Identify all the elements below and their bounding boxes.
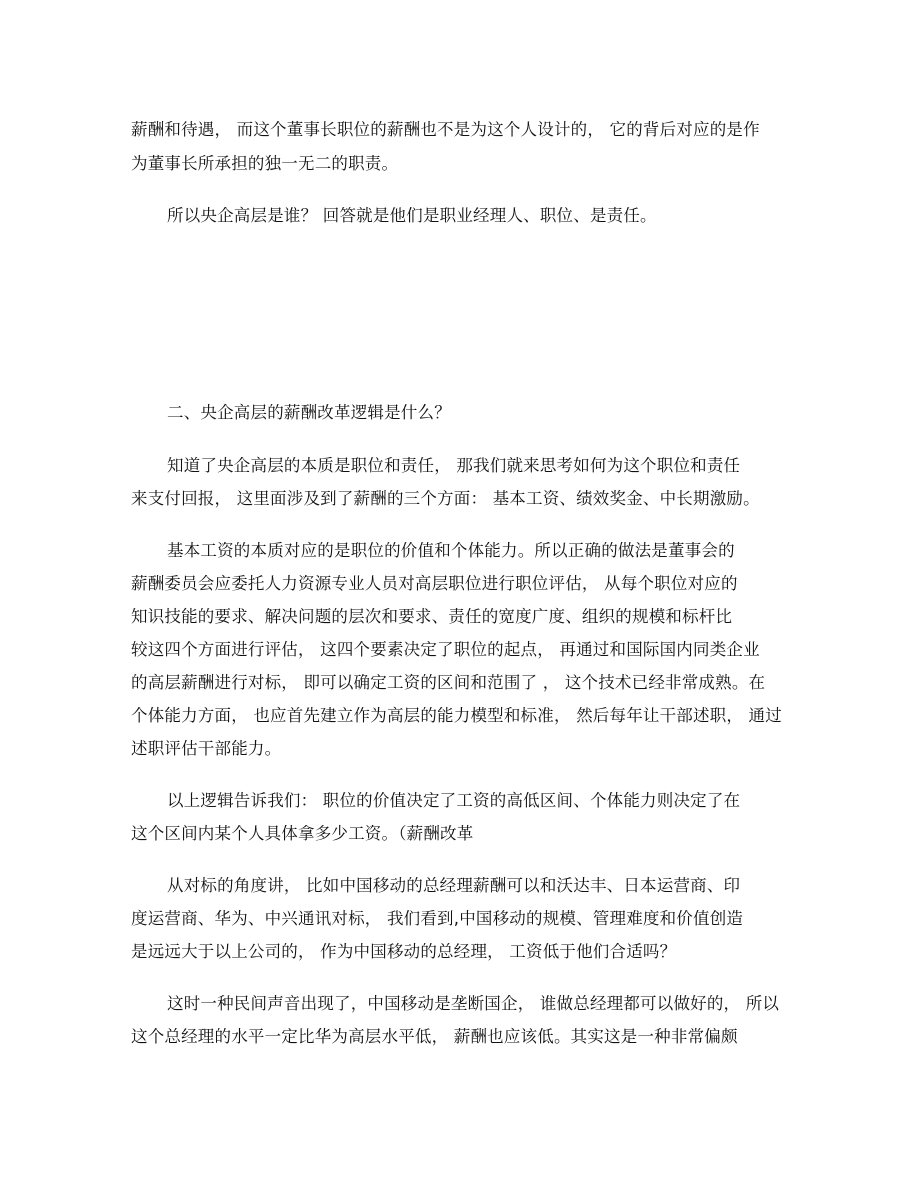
text-line: 所以央企高层是谁？ 回答就是他们是职业经理人、职位、是责任。 [167,206,657,225]
heading-line: 二、央企高层的薪酬改革逻辑是什么？ [167,403,451,422]
text-line: 为董事长所承担的独一无二的职责。 [131,154,399,173]
text-line: 从对标的角度讲， 比如中国移动的总经理薪酬可以和沃达丰、日本运营商、印 [167,876,741,895]
text-line: 这时一种民间声音出现了，中国移动是垄断国企， 谁做总经理都可以做好的， 所以 [167,994,780,1013]
text-line: 基本工资的本质对应的是职位的价值和个体能力。所以正确的做法是董事会的 [167,541,735,560]
text-line: 知道了央企高层的本质是职位和责任， 那我们就来思考如何为这个职位和责任 [167,456,741,475]
text-line: 个体能力方面， 也应首先建立作为高层的能力模型和标准， 然后每年让干部述职， 通过 [131,706,782,725]
text-line: 薪酬和待遇， 而这个董事长职位的薪酬也不是为这个人设计的， 它的背后对应的是作 [131,120,760,139]
text-line: 以上逻辑告诉我们： 职位的价值决定了工资的高低区间、个体能力则决定了在 [167,791,741,810]
text-line: 述职评估干部能力。 [131,739,282,758]
text-line: 这个区间内某个人具体拿多少工资。（薪酬改革 [131,824,474,843]
text-line: 是远远大于以上公司的， 作为中国移动的总经理， 工资低于他们合适吗？ [131,942,677,961]
text-line: 薪酬委员会应委托人力资源专业人员对高层职位进行职位评估， 从每个职位对应的 [131,574,738,593]
text-line: 的高层薪酬进行对标， 即可以确定工资的区间和范围了 ， 这个技术已经非常成熟。在 [131,673,766,692]
text-line: 度运营商、华为、中兴通讯对标， 我们看到,中国移动的规模、管理难度和价值创造 [131,909,744,928]
text-line: 知识技能的要求、解决问题的层次和要求、责任的宽度广度、组织的规模和标杆比 [131,607,733,626]
text-line: 较这四个方面进行评估， 这四个要素决定了职位的起点， 再通过和国际国内同类企业 [131,640,760,659]
text-line: 这个总经理的水平一定比华为高层水平低， 薪酬也应该低。其实这是一种非常偏颇 [131,1027,738,1046]
text-line: 来支付回报， 这里面涉及到了薪酬的三个方面： 基本工资、绩效奖金、中长期激励。 [131,489,760,508]
